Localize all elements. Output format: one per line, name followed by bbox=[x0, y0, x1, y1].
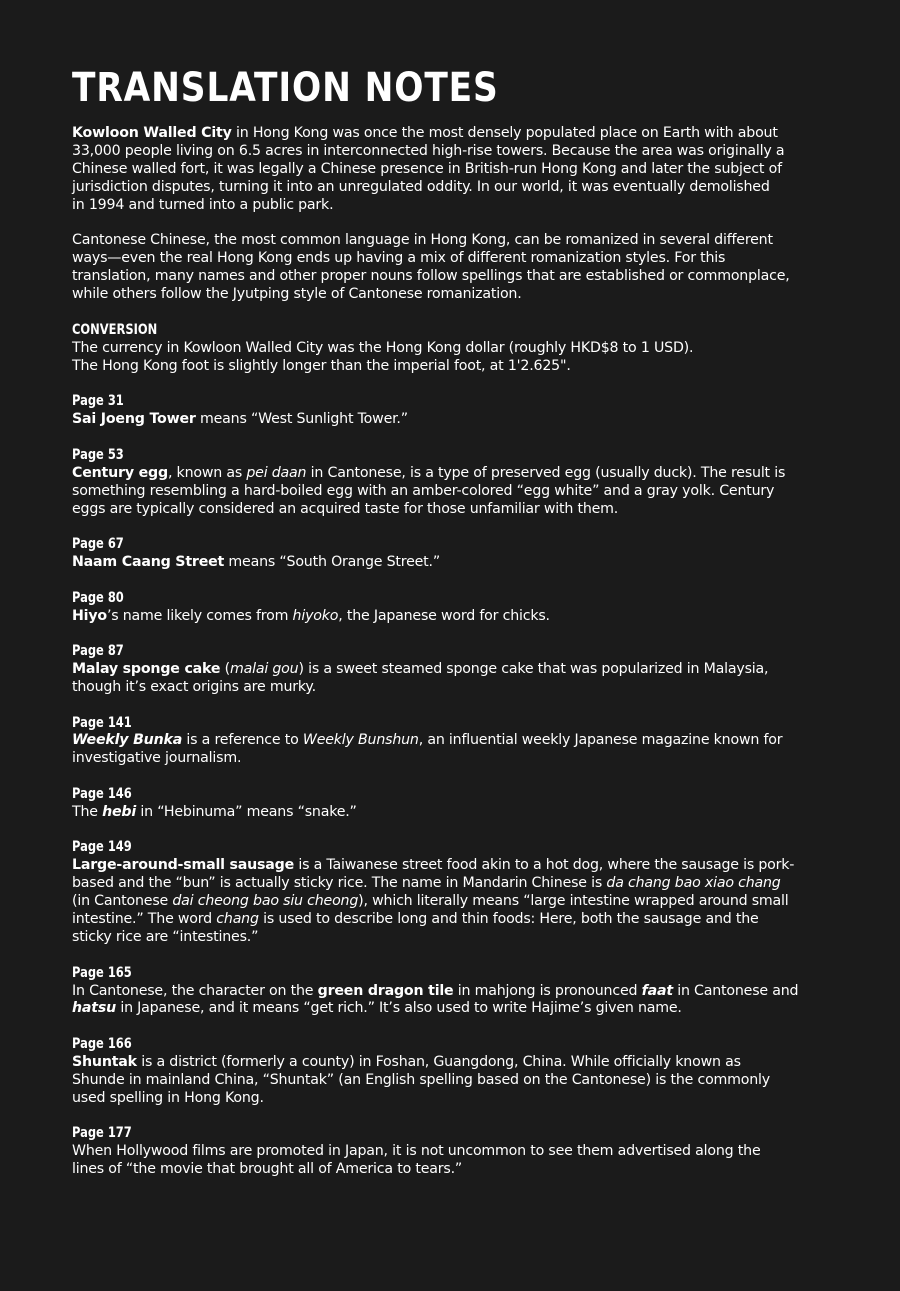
note-entry bbox=[72, 965, 812, 1019]
text-line bbox=[72, 1000, 812, 1018]
text-line bbox=[72, 983, 812, 1001]
text-run: , an influential weekly Japanese magazine known for bbox=[418, 732, 783, 749]
note-text bbox=[72, 411, 812, 429]
text-run: sticky rice are “intestines.” bbox=[72, 929, 259, 945]
text-run: in mahjong is pronounced bbox=[453, 982, 642, 999]
note-text bbox=[72, 857, 812, 947]
text-run: , known as bbox=[167, 464, 247, 481]
text-line bbox=[72, 554, 812, 572]
bold-term: green dragon tile bbox=[317, 982, 454, 999]
text-line bbox=[72, 679, 812, 697]
text-line bbox=[72, 411, 812, 429]
bold-term: Large-around-small sausage bbox=[72, 857, 295, 874]
note-entry bbox=[72, 839, 812, 946]
text-run: investigative journalism. bbox=[72, 750, 242, 767]
note-text bbox=[72, 732, 812, 768]
text-line bbox=[72, 929, 812, 947]
text-run: in 1994 and turned into a public park. bbox=[72, 196, 334, 213]
text-line bbox=[72, 911, 812, 929]
text-line bbox=[72, 125, 812, 143]
bold-term: Naam Caang Street bbox=[72, 554, 225, 571]
text-run: In Cantonese, the character on the bbox=[72, 982, 318, 999]
bold-italic-text: faat bbox=[641, 982, 673, 999]
text-run: is a reference to bbox=[182, 732, 303, 749]
bold-italic-text: hebi bbox=[102, 803, 137, 820]
text-run: Shunde in mainland China, “Shuntak” (an English spelling based on the Cantonese) is the commonly bbox=[72, 1071, 770, 1088]
text-run: in Hong Kong was once the most densely populated place on Earth with about bbox=[231, 125, 778, 141]
text-line bbox=[72, 661, 812, 679]
text-run: (in Cantonese bbox=[72, 893, 173, 910]
note-entry bbox=[72, 1125, 812, 1179]
note-heading: Page 141 bbox=[72, 714, 132, 731]
text-line bbox=[72, 732, 812, 750]
text-run: The currency in Kowloon Walled City was the Hong Kong dollar (roughly HKD$8 to 1 USD). bbox=[72, 339, 694, 356]
italic-term: da chang bao xiao chang bbox=[606, 875, 781, 892]
bold-term: Shuntak bbox=[72, 1053, 137, 1070]
text-line bbox=[72, 1161, 812, 1179]
text-line bbox=[72, 857, 812, 875]
notes-list bbox=[72, 322, 812, 1179]
text-run: means “West Sunlight Tower.” bbox=[195, 411, 408, 428]
text-line bbox=[72, 1072, 812, 1090]
bold-term: Hiyo bbox=[72, 607, 107, 624]
text-run: The Hong Kong foot is slightly longer than the imperial foot, at 1'2.625". bbox=[72, 357, 571, 374]
italic-term: hiyoko bbox=[292, 607, 339, 624]
text-line bbox=[72, 1054, 812, 1072]
text-run: intestine.” The word bbox=[72, 911, 217, 928]
note-text bbox=[72, 1143, 812, 1179]
note-entry bbox=[72, 643, 812, 697]
note-text bbox=[72, 554, 812, 572]
note-heading: Page 166 bbox=[72, 1036, 132, 1052]
text-run: jurisdiction disputes, turning it into an unregulated oddity. In our world, it was eventually demolished bbox=[72, 178, 770, 195]
text-run: while others follow the Jyutping style of Cantonese romanization. bbox=[72, 286, 522, 303]
text-line bbox=[72, 179, 812, 197]
text-line bbox=[72, 750, 812, 768]
text-line bbox=[72, 608, 812, 626]
text-run: 33,000 people living on 6.5 acres in interconnected high-rise towers. Because the area was originally a bbox=[72, 142, 785, 159]
note-entry bbox=[72, 536, 812, 572]
notes-content bbox=[72, 125, 812, 1197]
bold-italic-text: hatsu bbox=[72, 1000, 117, 1017]
text-run: translation, many names and other proper nouns follow spellings that are established or commonplace, bbox=[72, 268, 790, 285]
text-run: ways—even the real Hong Kong ends up having a mix of different romanization styles. For this bbox=[72, 250, 726, 267]
text-run: lines of “the movie that brought all of America to tears.” bbox=[72, 1161, 463, 1178]
note-entry bbox=[72, 1036, 812, 1108]
text-run: in “Hebinuma” means “snake.” bbox=[136, 803, 357, 820]
italic-term: Weekly Bunshun bbox=[302, 732, 419, 749]
note-heading: Page 177 bbox=[72, 1125, 132, 1142]
text-line bbox=[72, 1090, 812, 1108]
text-line bbox=[72, 268, 812, 286]
text-line bbox=[72, 232, 812, 250]
bold-term: Sai Joeng Tower bbox=[72, 411, 196, 428]
note-entry bbox=[72, 715, 812, 769]
text-run: in Cantonese and bbox=[672, 982, 799, 999]
text-run: is a district (formerly a county) in Foshan, Guangdong, China. While officially known as bbox=[136, 1053, 741, 1070]
italic-term: malai gou bbox=[229, 661, 299, 678]
text-line bbox=[72, 893, 812, 911]
text-line bbox=[72, 340, 812, 358]
text-line bbox=[72, 161, 812, 179]
text-run: Cantonese Chinese, the most common language in Hong Kong, can be romanized in several different bbox=[72, 232, 773, 249]
text-line bbox=[72, 358, 812, 376]
note-heading: Page 53 bbox=[72, 446, 124, 463]
text-line bbox=[72, 483, 812, 501]
note-text bbox=[72, 340, 812, 376]
text-line bbox=[72, 465, 812, 483]
note-entry bbox=[72, 786, 812, 822]
text-line bbox=[72, 1143, 812, 1161]
text-run: ’s name likely comes from bbox=[106, 607, 293, 624]
intro-paragraph bbox=[72, 125, 812, 215]
text-run: The bbox=[72, 803, 103, 820]
note-text bbox=[72, 804, 812, 822]
note-entry bbox=[72, 322, 812, 376]
text-run: means “South Orange Street.” bbox=[224, 554, 440, 571]
text-run: based and the “bun” is actually sticky rice. The name in Mandarin Chinese is bbox=[72, 875, 607, 892]
bold-term: Kowloon Walled City bbox=[72, 125, 232, 141]
intro-section bbox=[72, 125, 812, 304]
note-heading: Page 146 bbox=[72, 785, 132, 802]
note-text bbox=[72, 661, 812, 697]
note-heading: Page 67 bbox=[72, 536, 124, 553]
italic-term: dai cheong bao siu cheong bbox=[172, 893, 359, 910]
note-entry bbox=[72, 393, 812, 429]
note-entry bbox=[72, 447, 812, 519]
note-heading: CONVERSION bbox=[72, 321, 158, 338]
note-heading: Page 165 bbox=[72, 964, 132, 981]
text-run: ), which literally means “large intestine wrapped around small bbox=[358, 893, 789, 910]
text-run: though it’s exact origins are murky. bbox=[72, 678, 316, 695]
page-title: TRANSLATION NOTES bbox=[72, 65, 499, 111]
text-line bbox=[72, 250, 812, 268]
text-line bbox=[72, 804, 812, 822]
italic-term: pei daan bbox=[246, 464, 307, 481]
note-text bbox=[72, 608, 812, 626]
text-run: eggs are typically considered an acquired taste for those unfamiliar with them. bbox=[72, 500, 619, 517]
note-heading: Page 87 bbox=[72, 643, 124, 660]
note-entry bbox=[72, 590, 812, 626]
bold-italic-text: Weekly Bunka bbox=[72, 732, 183, 749]
text-run: something resembling a hard-boiled egg with an amber-colored “egg white” and a gray yolk. Century bbox=[72, 482, 775, 499]
text-line bbox=[72, 143, 812, 161]
text-run: is used to describe long and thin foods: Here, both the sausage and the bbox=[258, 911, 759, 928]
text-line bbox=[72, 286, 812, 304]
text-run: in Japanese, and it means “get rich.” It’s also used to write Hajime’s given name. bbox=[116, 1000, 682, 1017]
note-text bbox=[72, 983, 812, 1019]
note-heading: Page 31 bbox=[72, 393, 124, 410]
note-text bbox=[72, 1054, 812, 1108]
bold-italic-term bbox=[642, 983, 673, 999]
text-run: Chinese walled fort, it was legally a Chinese presence in British-run Hong Kong and later the subject of bbox=[72, 160, 782, 177]
text-line bbox=[72, 197, 812, 215]
bold-italic-term bbox=[72, 732, 182, 748]
text-run: ) is a sweet steamed sponge cake that was popularized in Malaysia, bbox=[298, 661, 769, 678]
text-run: , the Japanese word for chicks. bbox=[338, 607, 550, 624]
text-line bbox=[72, 501, 812, 519]
intro-paragraph bbox=[72, 232, 812, 304]
bold-italic-term bbox=[72, 1000, 116, 1016]
text-line bbox=[72, 875, 812, 893]
italic-term: chang bbox=[216, 911, 259, 928]
bold-italic-term bbox=[102, 804, 136, 820]
text-run: When Hollywood films are promoted in Japan, it is not uncommon to see them advertised along the bbox=[72, 1143, 761, 1160]
note-text bbox=[72, 465, 812, 519]
text-run: in Cantonese, is a type of preserved egg (usually duck). The result is bbox=[306, 464, 786, 481]
text-run: ( bbox=[220, 661, 230, 678]
note-heading: Page 149 bbox=[72, 839, 132, 856]
text-run: is a Taiwanese street food akin to a hot dog, where the sausage is pork- bbox=[294, 857, 795, 874]
bold-term: Century egg bbox=[72, 464, 168, 481]
note-heading: Page 80 bbox=[72, 589, 124, 606]
text-run: used spelling in Hong Kong. bbox=[72, 1089, 264, 1106]
bold-term: Malay sponge cake bbox=[72, 661, 221, 678]
